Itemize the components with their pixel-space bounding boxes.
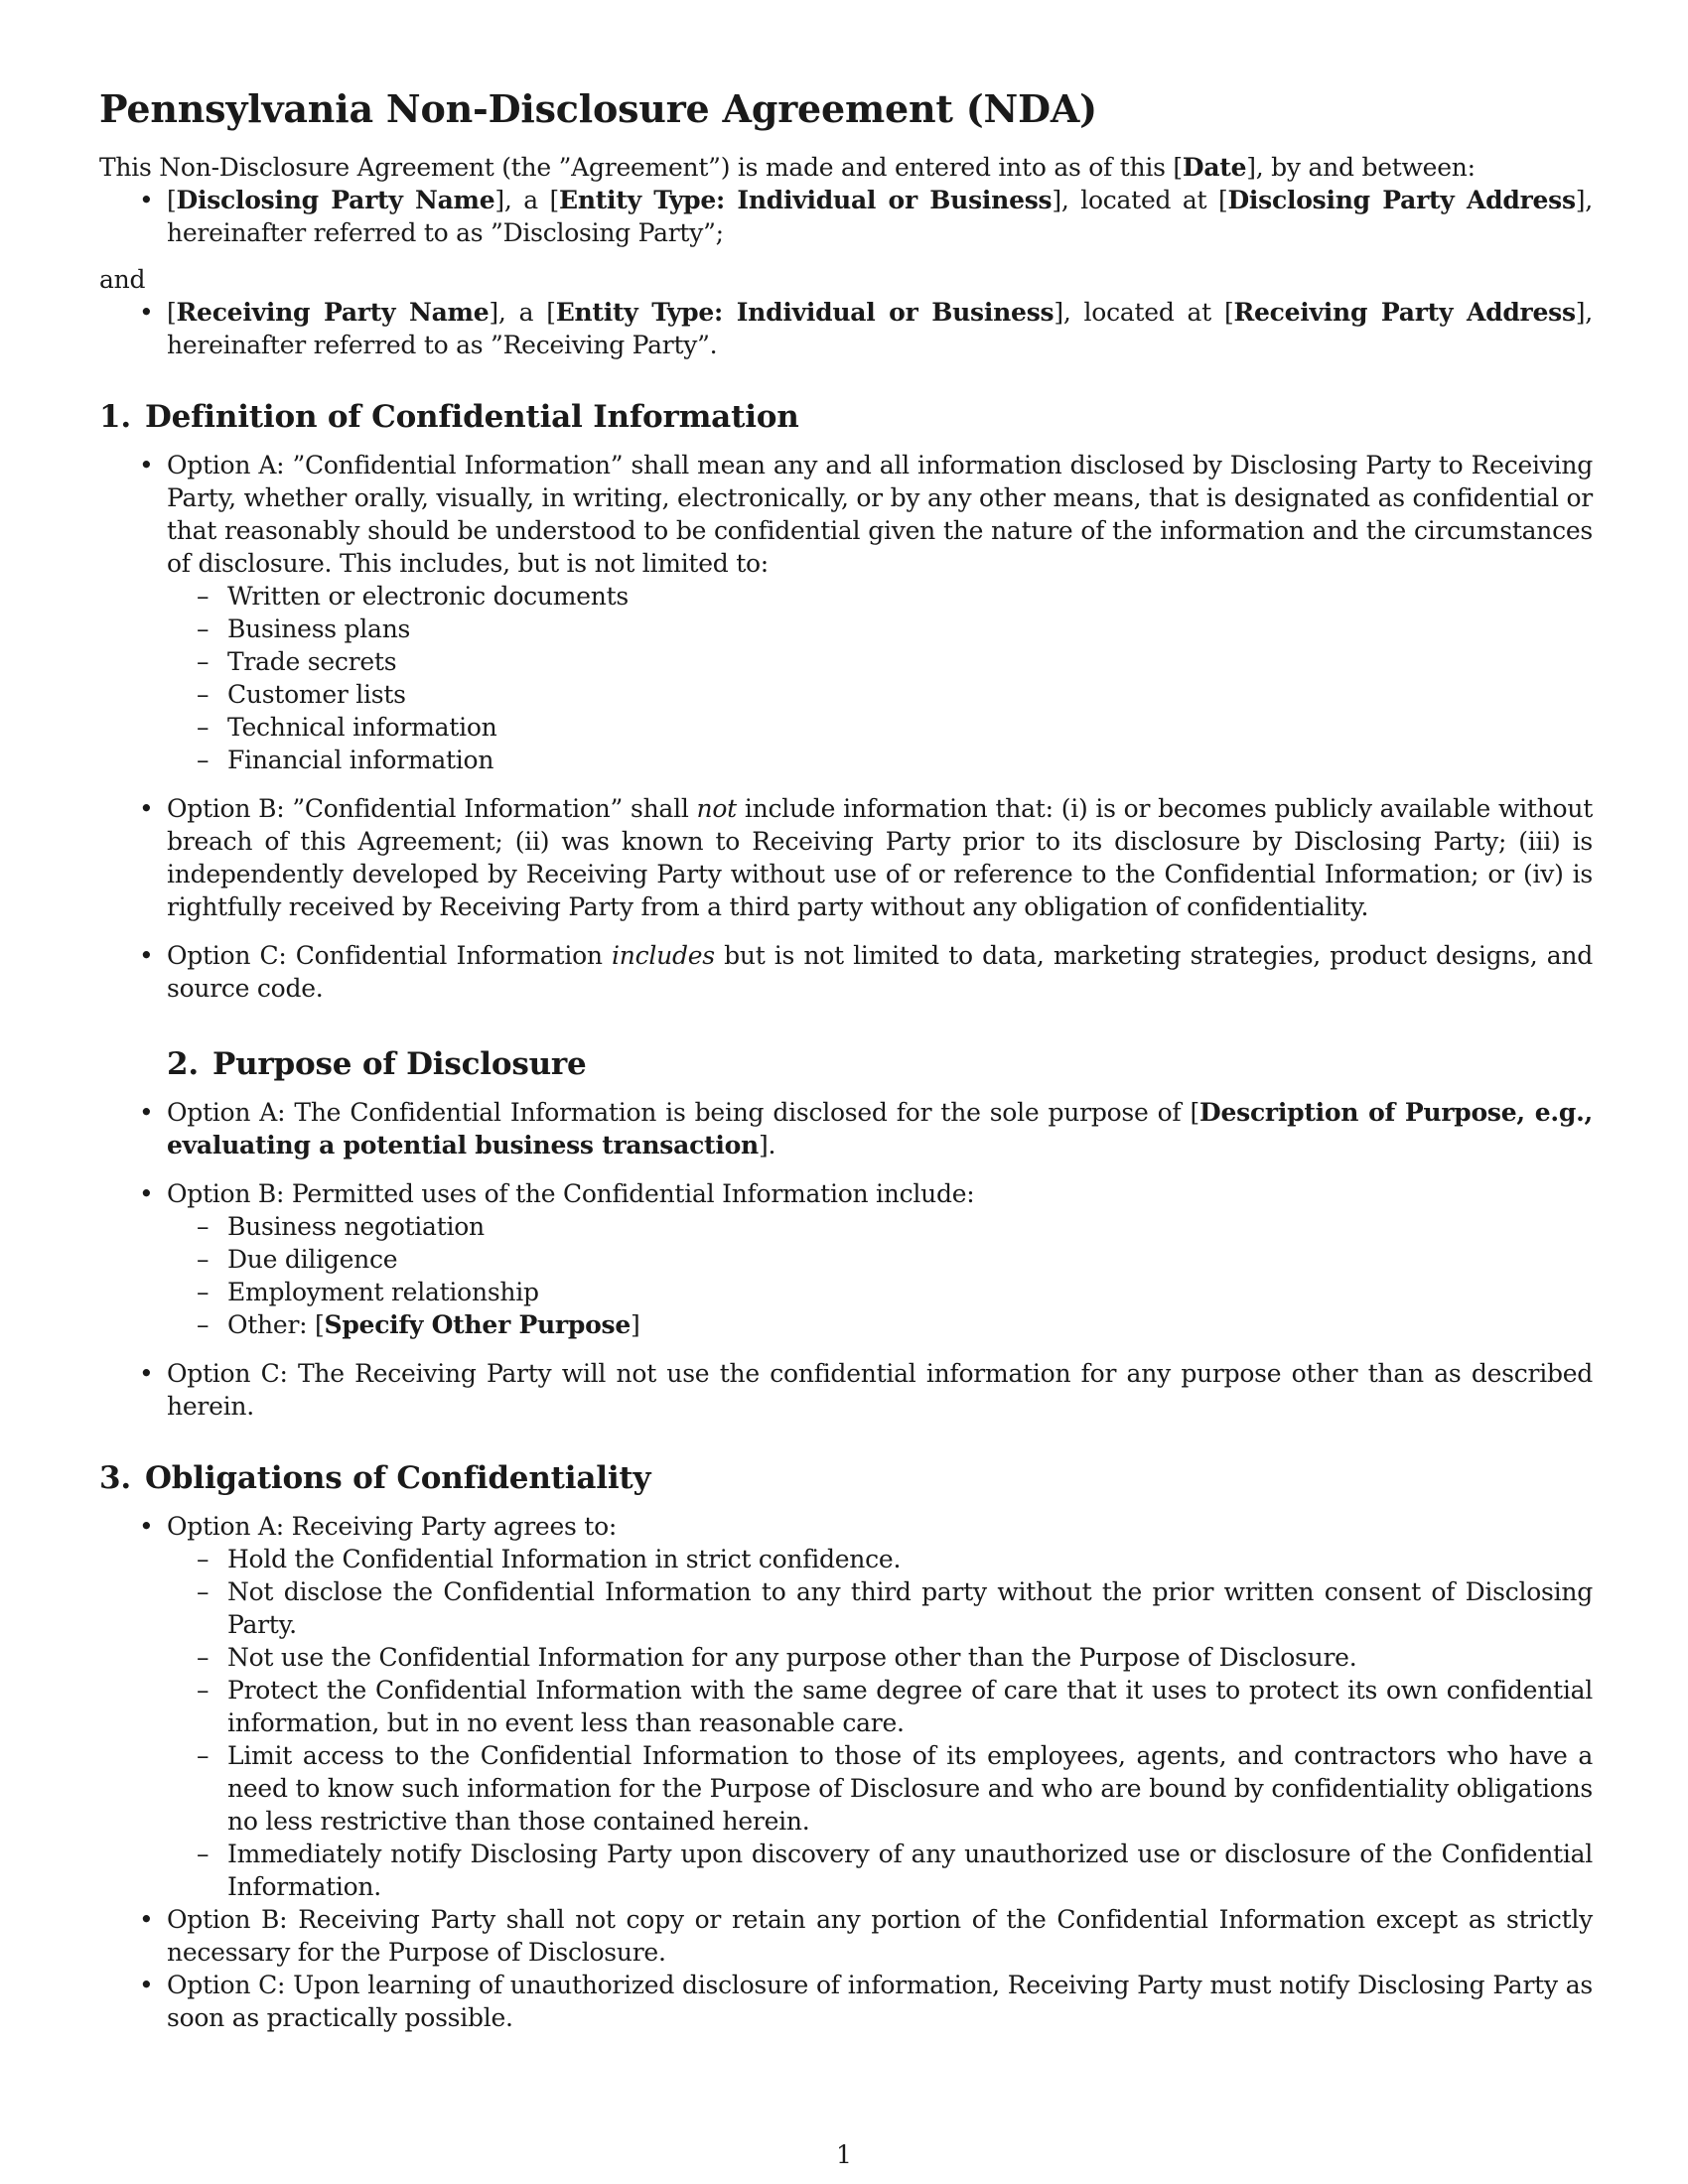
emphasis-text: includes	[612, 941, 715, 970]
sublist-item: – Due diligence	[167, 1243, 1593, 1276]
section-3-heading	[99, 1458, 1593, 1498]
sublist-item: – Hold the Confidential Information in strict confidence.	[167, 1543, 1593, 1575]
date-placeholder: Date	[1182, 153, 1247, 182]
disclosing-party-address-placeholder: Disclosing Party Address	[1227, 186, 1576, 214]
sublist-item: – Employment relationship	[167, 1276, 1593, 1308]
section-3-number: 3.	[99, 1460, 131, 1496]
document-title: Pennsylvania Non-Disclosure Agreement (NDA)	[99, 86, 1097, 131]
option-text: Option B: ”Confidential Information” shall	[167, 794, 697, 823]
bracket-open: [	[167, 298, 177, 327]
section-2-title: Purpose of Disclosure	[211, 1046, 587, 1082]
disclosing-party-name-placeholder: Disclosing Party Name	[176, 186, 495, 214]
disclosing-party-item	[99, 184, 1593, 249]
section-1-options	[99, 449, 1593, 1005]
sublist-item: – Trade secrets	[167, 645, 1593, 678]
sublist-item: – Limit access to the Confidential Information to those of its employees, agents, and contractors who have a need to know such information for the Purpose of Disclosure and who are bound by confidentiality obligations no less restrictive than those contained herein.	[167, 1739, 1593, 1838]
sublist-item: – Business plans	[167, 613, 1593, 645]
section-3-options	[99, 1510, 1593, 2034]
disclosing-entity-type-placeholder: Entity Type: Individual or Business	[559, 186, 1053, 214]
section-1-option-a	[99, 449, 1593, 776]
receiving-party-tail: ], hereinafter referred to as ”Receiving Party”.	[167, 298, 1593, 359]
bracket-open: [	[167, 186, 177, 214]
intro-text-a: This Non-Disclosure Agreement (the ”Agreement”) is made and entered into as of this [	[99, 153, 1183, 182]
option-text: ]	[630, 1310, 640, 1339]
section-2-number: 2.	[167, 1046, 199, 1082]
sublist-item: – Immediately notify Disclosing Party upon discovery of any unauthorized use or disclosure of the Confidential Information.	[167, 1838, 1593, 1903]
section-2-option-b	[99, 1177, 1593, 1341]
section-3-title: Obligations of Confidentiality	[144, 1460, 651, 1496]
section-3-option-b: • Option B: Receiving Party shall not copy or retain any portion of the Confidential Information except as strictly necessary for the Purpose of Disclosure.	[99, 1903, 1593, 1969]
option-text: but is not limited to data, marketing strategies, product designs, and source code.	[167, 941, 1593, 1003]
option-text: Option B: Permitted uses of the Confidential Information include:	[167, 1179, 975, 1208]
other-purpose-placeholder: Specify Other Purpose	[324, 1310, 631, 1339]
receiving-party-name-placeholder: Receiving Party Name	[176, 298, 490, 327]
option-text: Other: [	[227, 1310, 325, 1339]
sublist-item: – Not use the Confidential Information for any purpose other than the Purpose of Disclosure.	[167, 1641, 1593, 1674]
receiving-party-list	[99, 296, 1593, 361]
intro-paragraph	[99, 151, 1593, 184]
sublist-item: – Technical information	[167, 711, 1593, 744]
intro-text-b: ], by and between:	[1246, 153, 1476, 182]
section-2-option-a	[99, 1096, 1593, 1161]
purpose-placeholder: Description of Purpose, e.g., evaluating a potential business transaction	[167, 1098, 1593, 1160]
option-text: Option A: The Confidential Information is being disclosed for the sole purpose of [	[167, 1098, 1200, 1127]
sublist-item: – Financial information	[167, 744, 1593, 776]
section-1-heading	[99, 397, 1593, 437]
emphasis-text: not	[696, 794, 737, 823]
sublist-item: – Protect the Confidential Information with the same degree of care that it uses to protect its own confidential information, but in no event less than reasonable care.	[167, 1674, 1593, 1739]
section-2-option-b-sublist	[167, 1210, 1593, 1341]
text-connector: ], located at [	[1052, 186, 1228, 214]
sublist-item-other	[167, 1308, 1593, 1341]
option-text: Option C: Confidential Information	[167, 941, 613, 970]
option-text: include information that: (i) is or becomes publicly available without breach of this Agreement; (ii) was known to Receiving Party prior to its disclosure by Disclosing Party; (iii) is independently developed by Receiving Party without use of or reference to the Confidential Information; or (iv) is rightfully received by Receiving Party from a third party without any obligation of confidentiality.	[167, 794, 1593, 921]
section-3-option-c: • Option C: Upon learning of unauthorized disclosure of information, Receiving Party must notify Disclosing Party as soon as practically possible.	[99, 1969, 1593, 2034]
section-1-option-a-sublist	[167, 580, 1593, 776]
receiving-party-item	[99, 296, 1593, 361]
section-1-option-b	[99, 792, 1593, 923]
option-text: Option A: ”Confidential Information” shall mean any and all information disclosed by Disclosing Party to Receiving Party, whether orally, visually, in writing, electronically, or by any other means, that is designated as confidential or that reasonably should be understood to be confidential given the nature of the information and the circumstances of disclosure. This includes, but is not limited to:	[167, 451, 1593, 578]
sublist-item: – Not disclose the Confidential Information to any third party without the prior written consent of Disclosing Party.	[167, 1575, 1593, 1641]
text-connector: ], a [	[494, 186, 560, 214]
text-connector: ], a [	[489, 298, 556, 327]
section-2-options	[99, 1096, 1593, 1423]
receiving-party-address-placeholder: Receiving Party Address	[1233, 298, 1576, 327]
text-connector: ], located at [	[1054, 298, 1234, 327]
document-page	[99, 85, 1593, 2034]
section-1-option-c	[99, 939, 1593, 1005]
page-number: 1	[836, 2140, 852, 2169]
disclosing-party-list	[99, 184, 1593, 249]
disclosing-party-tail: ], hereinafter referred to as ”Disclosing Party”;	[167, 186, 1593, 247]
section-2-heading	[167, 1044, 1593, 1084]
receiving-entity-type-placeholder: Entity Type: Individual or Business	[555, 298, 1055, 327]
sublist-item: – Customer lists	[167, 678, 1593, 711]
section-3-option-a-sublist	[167, 1543, 1593, 1903]
section-2-option-c: • Option C: The Receiving Party will not use the confidential information for any purpose other than as described herein.	[99, 1357, 1593, 1423]
option-text: ].	[758, 1131, 776, 1160]
sublist-item: – Business negotiation	[167, 1210, 1593, 1243]
and-connector: and	[99, 265, 146, 294]
option-text: Option A: Receiving Party agrees to:	[167, 1512, 618, 1541]
sublist-item: – Written or electronic documents	[167, 580, 1593, 613]
section-1-number: 1.	[99, 399, 131, 435]
section-1-title: Definition of Confidential Information	[144, 399, 799, 435]
section-3-option-a	[99, 1510, 1593, 1903]
